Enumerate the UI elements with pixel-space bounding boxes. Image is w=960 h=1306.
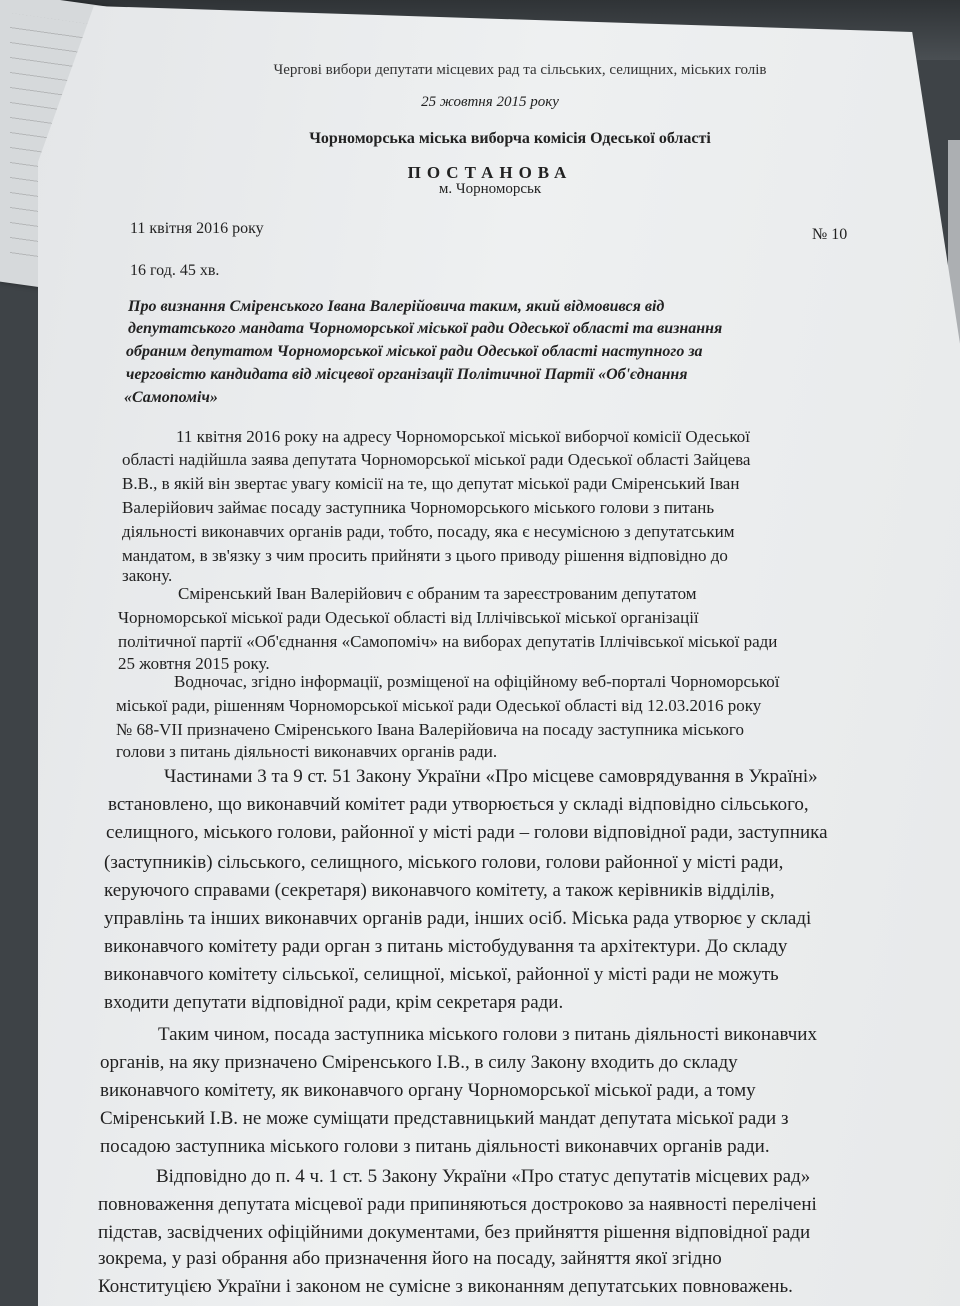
body-line: повноваження депутата місцевої ради припиняються достроково за наявності переліченi — [98, 1194, 817, 1215]
body-line: (заступників) сільського, селищного, міського голови, голови районної у місті ради, — [104, 852, 784, 873]
document-title: ПОСТАНОВА — [407, 163, 573, 182]
body-line: органів, на яку призначено Сміренського І.В., в силу Закону входить до складу — [100, 1052, 738, 1073]
document-date: 11 квітня 2016 року — [130, 220, 264, 237]
body-line: підстав, засвідчених офіційними документами, без прийняття рішення відповідної ради — [98, 1222, 811, 1243]
body-line: 25 жовтня 2015 року. — [118, 654, 270, 673]
body-line: діяльності виконавчих органів ради, тобто, посаду, яка є несумісною з депутатським — [122, 522, 735, 541]
body-line: встановлено, що виконавчий комітет ради утворюється у складі відповідно сільського, — [108, 794, 809, 815]
body-line: виконавчого комітету, як виконавчого органу Чорноморської міської ради, а тому — [100, 1080, 756, 1101]
commission-name: Чорноморська міська виборча комісія Одеської області — [309, 130, 711, 147]
body-line: В.В., в якій він звертає увагу комісії на те, що депутат міської ради Сміренський Іван — [122, 474, 740, 493]
body-line: керуючого справами (секретаря) виконавчого комітету, а також керівників відділів, — [104, 880, 775, 901]
body-line: Чорноморської міської ради Одеської області від Іллічівської міської організації — [118, 608, 699, 627]
body-line: № 68-VII призначено Сміренського Івана Валерійовича на посаду заступника міського — [116, 720, 744, 739]
body-line: Сміренський І.В. не може суміщати представницький мандат депутата міської ради з — [100, 1108, 789, 1129]
body-line: виконавчого комітету сільської, селищної, міської, районної у місті ради не можуть — [104, 964, 779, 985]
body-line: закону. — [122, 566, 173, 585]
body-line: Сміренський Іван Валерійович є обраним та зареєстрованим депутатом — [178, 584, 697, 603]
body-line: Частинами 3 та 9 ст. 51 Закону України «Про місцеве самоврядування в Україні» — [164, 766, 818, 787]
city-name: м. Чорноморськ — [438, 181, 542, 197]
document-time: 16 год. 45 хв. — [130, 262, 220, 279]
body-line: 11 квітня 2016 року на адресу Чорноморської міської виборчої комісії Одеської — [176, 427, 751, 446]
body-line: входити депутати відповідної ради, крім секретаря ради. — [104, 992, 564, 1013]
body-line: виконавчого комітету ради орган з питань містобудування та архітектури. До складу — [104, 936, 788, 957]
document-number: № 10 — [812, 226, 848, 243]
body-line: області надійшла заява депутата Чорноморської міської ради Одеської області Зайцева — [122, 450, 751, 469]
subject-line: «Самопоміч» — [124, 389, 218, 406]
body-line: Таким чином, посада заступника міського голови з питань діяльності виконавчих — [158, 1024, 817, 1045]
body-line: Водночас, згідно інформації, розміщеної на офіційному веб-порталі Чорноморської — [174, 672, 780, 691]
subject-line: черговістю кандидата від місцевої організації Політичної Партії «Об'єднання — [126, 366, 688, 383]
subject-line: депутатського мандата Чорноморської міської ради Одеської області та визнання — [128, 320, 723, 337]
subject-line: Про визнання Сміренського Івана Валерійовича таким, який відмовився від — [128, 298, 665, 315]
body-line: Конституцією України і законом не сумісне з виконанням депутатських повноважень. — [98, 1276, 793, 1297]
body-line: Валерійович займає посаду заступника Чорноморського міського голови з питань — [122, 498, 715, 517]
body-line: політичної партії «Об'єднання «Самопоміч» на виборах депутатів Іллічівської міської ради — [118, 632, 778, 651]
body-line: міської ради, рішенням Чорноморської міської ради Одеської області від 12.03.2016 року — [116, 696, 762, 715]
body-line: голови з питань діяльності виконавчих органів ради. — [116, 742, 498, 761]
body-line: посадою заступника міського голови з питань діяльності виконавчих органів ради. — [100, 1136, 770, 1157]
body-line: Відповідно до п. 4 ч. 1 ст. 5 Закону України «Про статус депутатів місцевих рад» — [156, 1166, 811, 1187]
body-line: мандатом, в зв'язку з чим просить прийняти з цього приводу рішення відповідно до — [122, 546, 728, 565]
body-line: управлінь та інших виконавчих органів ради, інших осіб. Міська рада утворює у складі — [104, 908, 812, 929]
body-line: селищного, міського голови, районної у місті ради – голови відповідної ради, заступника — [106, 822, 828, 843]
subject-line: обраним депутатом Чорноморської міської ради Одеської області наступного за — [126, 343, 703, 360]
election-date: 25 жовтня 2015 року — [421, 94, 559, 110]
election-header: Чергові вибори депутати місцевих рад та сільських, селищних, міських голів — [273, 62, 767, 78]
body-line: зокрема, у разі обрання або призначення його на посаду, зайняття якої згідно — [98, 1248, 722, 1269]
